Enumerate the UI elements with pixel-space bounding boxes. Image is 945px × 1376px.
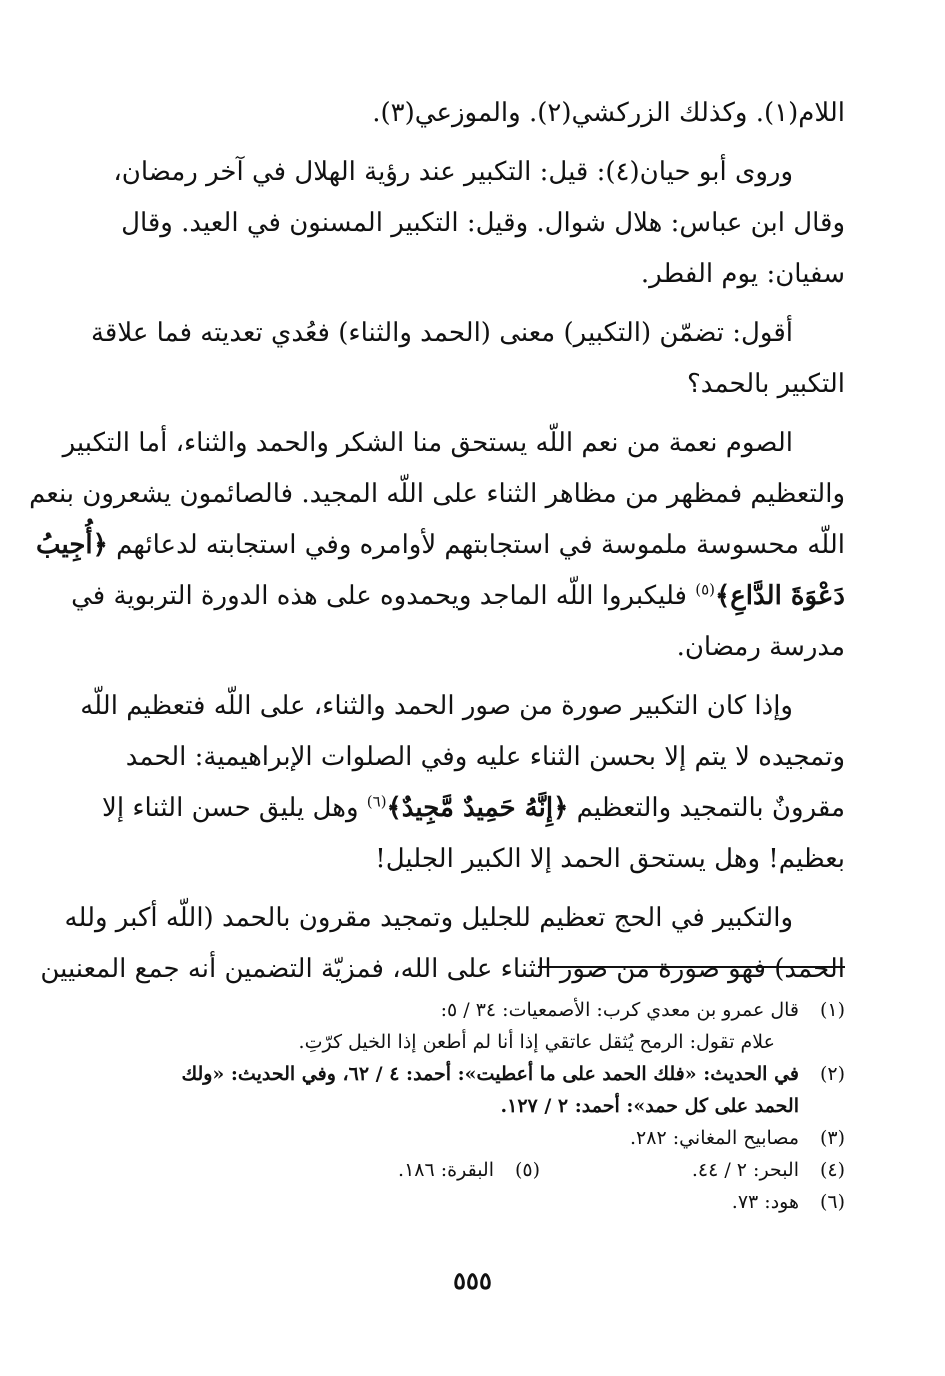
text-line: أقول: تضمّن (التكبير) معنى (الحمد والثناء) فعُدي تعديته فما علاقة <box>90 318 793 348</box>
paragraph-3 <box>90 308 845 410</box>
text-line <box>35 520 845 571</box>
footnote-6 <box>100 1186 845 1218</box>
text-line: الصوم نعمة من نعم اللّه يستحق منا الشكر والحمد والثناء، أما التكبير <box>62 428 793 458</box>
text-line: والتعظيم فمظهر من مظاهر الثناء على اللّه المجيد. فالصائمون يشعرون بنعم <box>29 479 845 509</box>
paragraph-4 <box>29 418 845 673</box>
quran-quote: ﴿إِنَّهُ حَمِيدٌ مَّجِيدٌ﴾ <box>386 793 569 823</box>
footnote-text: البقرة: ١٨٦. <box>398 1159 494 1181</box>
footnote-row-4-5 <box>100 1154 845 1186</box>
footnote-3 <box>100 1122 845 1154</box>
paragraph-1 <box>100 88 845 139</box>
paragraph-5 <box>80 681 845 885</box>
footnote-ref: (٦) <box>366 792 387 811</box>
footnote-text: في الحديث: «فلك الحمد على ما أعطيت»: أحمد: ٤ / ٦٢، وفي الحديث: «ولك <box>181 1063 799 1085</box>
footnote-2-continued: الحمد على كل حمد»: أحمد: ٢ / ١٢٧. <box>500 1095 799 1117</box>
text-line: التكبير بالحمد؟ <box>687 369 845 399</box>
footnote-number: (٥) <box>514 1159 540 1181</box>
footnote-text: قال عمرو بن معدي كرب: الأصمعيات: ٣٤ / ٥: <box>440 999 799 1021</box>
footnote-separator <box>538 966 845 968</box>
footnotes <box>100 994 845 1218</box>
footnote-number: (٢) <box>819 1063 845 1085</box>
text-line <box>100 783 845 834</box>
main-text <box>29 88 845 1003</box>
footnote-number: (٦) <box>819 1191 845 1213</box>
text-line: وقال ابن عباس: هلال شوال. وقيل: التكبير المسنون في العيد. وقال <box>121 208 845 238</box>
footnote-ref: (٥) <box>695 580 716 599</box>
footnote-2 <box>100 1058 845 1090</box>
text-line: مدرسة رمضان. <box>676 632 845 662</box>
paragraph-2 <box>100 147 845 300</box>
text-line: اللام(١). وكذلك الزركشي(٢). والموزعي(٣). <box>372 98 845 128</box>
text-line <box>71 571 845 622</box>
line-text: فليكبروا اللّه الماجد ويحمدوه على هذه الدورة التربوية في <box>71 581 687 611</box>
line-text: وهل يليق حسن الثناء إلا <box>102 793 359 823</box>
line-text: اللّه محسوسة ملموسة في استجابتهم لأوامره وفي استجابته لدعائهم <box>116 530 845 560</box>
text-line: وروى أبو حيان(٤): قيل: التكبير عند رؤية الهلال في آخر رمضان، <box>113 157 793 187</box>
text-line: وإذا كان التكبير صورة من صور الحمد والثناء، على اللّه فتعظيم اللّه <box>80 691 793 721</box>
text-line: سفيان: يوم الفطر. <box>640 259 845 289</box>
footnote-number: (٤) <box>819 1159 845 1181</box>
text-line: والتكبير في الحج تعظيم للجليل وتمجيد مقرون بالحمد (اللّه أكبر ولله <box>64 903 793 933</box>
footnote-text: هود: ٧٣. <box>731 1191 799 1213</box>
footnote-text: مصابيح المغاني: ٢٨٢. <box>629 1127 799 1149</box>
quran-quote: دَعْوَةَ الدَّاعِ﴾ <box>715 581 845 611</box>
footnote-4 <box>540 1154 845 1186</box>
text-line: بعظيم! وهل يستحق الحمد إلا الكبير الجليل! <box>375 844 845 874</box>
page-number: ٥٥٥ <box>453 1266 492 1295</box>
quran-quote: ﴿أُجِيبُ <box>35 530 108 560</box>
text-line: وتمجيده لا يتم إلا بحسن الثناء عليه وفي الصلوات الإبراهيمية: الحمد <box>125 742 845 772</box>
paragraph-6 <box>40 893 845 995</box>
footnote-text: البحر: ٢ / ٤٤. <box>691 1159 799 1181</box>
text-line: الحمد) فهو صورة من صور الثناء على الله، فمزيّة التضمين أنه جمع المعنيين <box>40 954 845 984</box>
footnote-1-poem: علام تقول: الرمح يُثقل عاتقي إذا أنا لم أطعن إذا الخيل كرّتِ. <box>298 1031 775 1053</box>
footnote-1 <box>100 994 845 1026</box>
footnote-number: (٣) <box>819 1127 845 1149</box>
line-text: مقرونٌ بالتمجيد والتعظيم <box>576 793 845 823</box>
footnote-5 <box>235 1154 540 1186</box>
footnote-number: (١) <box>819 999 845 1021</box>
